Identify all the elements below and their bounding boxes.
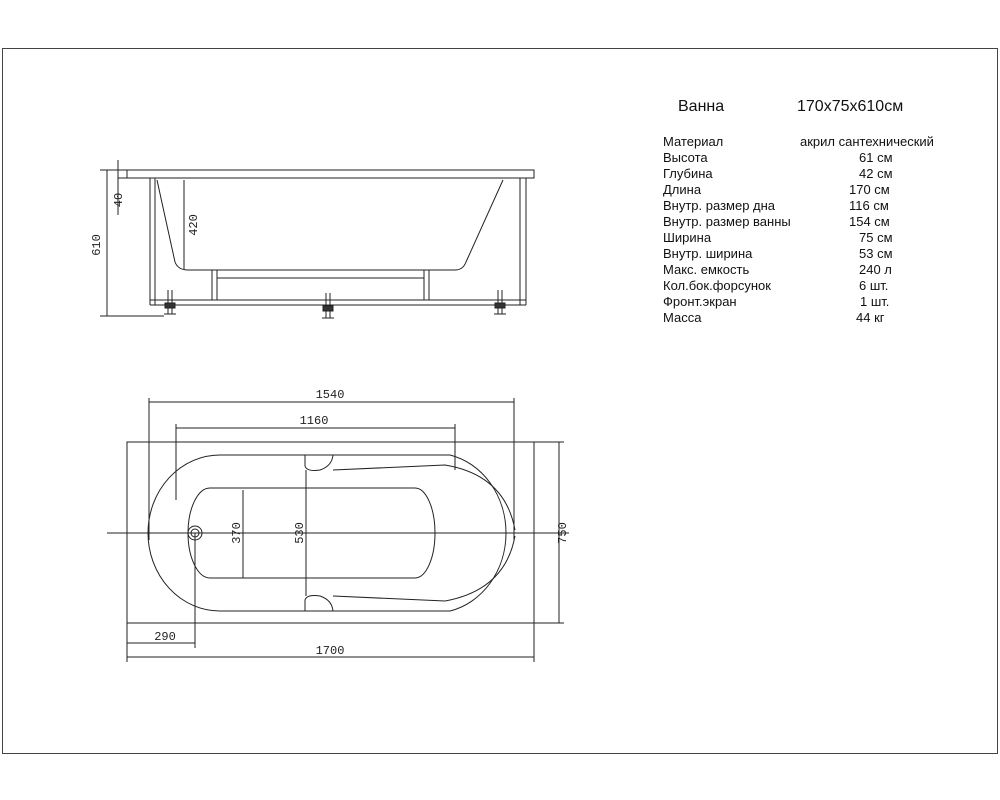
spec-row [663, 214, 943, 230]
dim-drain-offset-label: 290 [154, 630, 176, 644]
spec-label: Внутр. размер дна [663, 198, 776, 213]
spec-value: 53 см [859, 246, 893, 261]
spec-label: Масса [663, 310, 702, 325]
dim-height-label: 610 [90, 234, 104, 256]
dim-rim-label: 40 [112, 192, 126, 208]
spec-value: 42 см [859, 166, 893, 181]
spec-row [663, 198, 943, 214]
spec-value: акрил сантехнический [800, 134, 934, 149]
spec-row [663, 246, 943, 262]
dim-width-label: 750 [556, 522, 570, 544]
spec-label: Глубина [663, 166, 713, 181]
spec-row [663, 134, 943, 150]
dim-depth-label: 420 [187, 214, 201, 236]
spec-value: 116 см [849, 198, 889, 213]
spec-row [663, 230, 943, 246]
dim-inner-length-label: 1540 [315, 388, 345, 402]
top-view [107, 398, 569, 662]
spec-label: Внутр. ширина [663, 246, 753, 261]
spec-value: 240 л [859, 262, 892, 277]
product-name: Ванна [678, 98, 725, 115]
spec-value: 1 шт. [860, 294, 890, 309]
spec-label: Макс. емкость [663, 262, 750, 277]
spec-value: 61 см [859, 150, 893, 165]
spec-row [663, 294, 943, 310]
spec-label: Кол.бок.форсунок [663, 278, 771, 293]
spec-value: 170 см [849, 182, 890, 197]
product-size: 170x75x610см [797, 98, 904, 115]
dim-bottom-width-label: 370 [230, 522, 244, 544]
spec-label: Внутр. размер ванны [663, 214, 791, 229]
spec-label: Фронт.экран [663, 294, 737, 309]
side-leg [494, 290, 506, 314]
spec-label: Длина [663, 182, 702, 197]
spec-value: 75 см [859, 230, 893, 245]
spec-value: 154 см [849, 214, 890, 229]
spec-label: Материал [663, 134, 724, 149]
spec-table [663, 134, 943, 326]
spec-row [663, 150, 943, 166]
spec-label: Ширина [663, 230, 712, 245]
spec-label: Высота [663, 150, 708, 165]
side-leg [164, 290, 176, 314]
spec-row [663, 310, 943, 326]
spec-value: 44 кг [856, 310, 885, 325]
spec-row [663, 262, 943, 278]
side-leg [322, 293, 334, 318]
spec-row [663, 182, 943, 198]
spec-value: 6 шт. [859, 278, 889, 293]
spec-row [663, 166, 943, 182]
spec-row [663, 278, 943, 294]
dim-length-label: 1700 [315, 644, 345, 658]
dim-inner-width-label: 530 [293, 522, 307, 544]
side-rim [127, 170, 534, 178]
side-basin-profile [157, 180, 503, 270]
side-view [100, 160, 534, 318]
dim-bottom-length-label: 1160 [299, 414, 329, 428]
